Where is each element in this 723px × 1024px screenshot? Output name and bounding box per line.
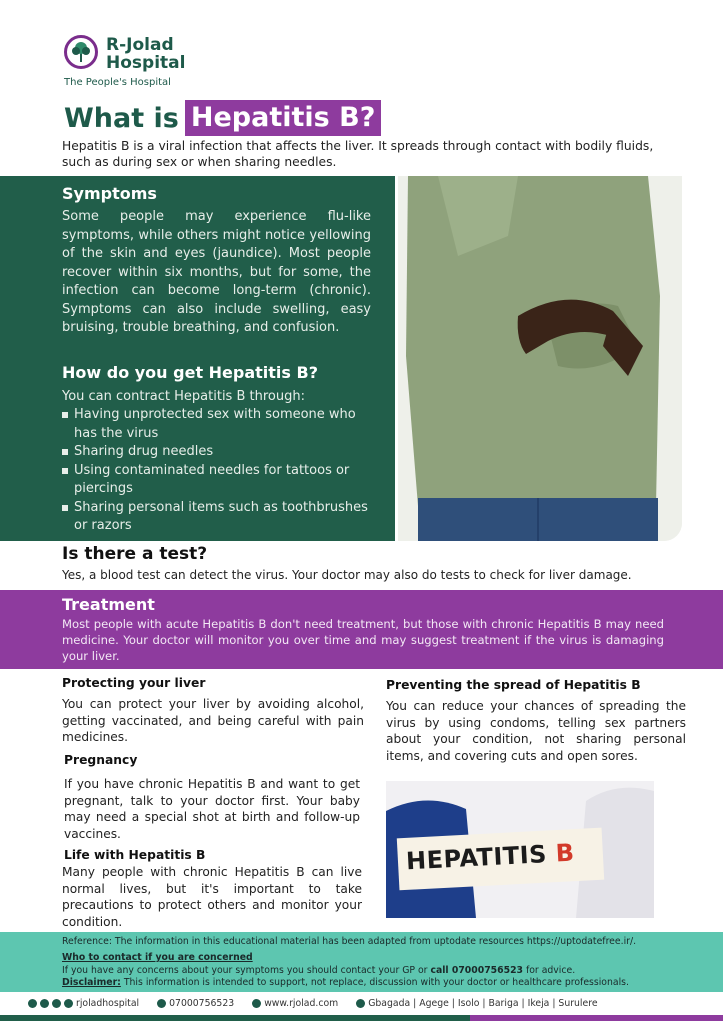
locations-list: Gbagada | Agege | Isolo | Bariga | Ikeja | Surulere [368,998,598,1009]
facebook-icon[interactable] [52,999,61,1008]
hospital-name-line1: R-Jolad [106,35,174,55]
hospital-name-line2: Hospital [106,53,186,73]
how-list [62,406,374,536]
list-item: Using contaminated needles for tattoos or piercings [62,462,374,499]
footer-contact-heading: Who to contact if you are concerned [62,952,253,963]
how-lead: You can contract Hepatitis B through: [62,389,305,404]
how-heading: How do you get Hepatitis B? [62,363,318,382]
disclaimer-label: Disclaimer: [62,977,121,988]
hospital-logo-icon [64,35,98,69]
linkedin-icon[interactable] [64,999,73,1008]
life-heading: Life with Hepatitis B [64,848,206,862]
symptoms-heading: Symptoms [62,184,157,203]
instagram-icon[interactable] [28,999,37,1008]
hospital-name [106,36,185,72]
website-link[interactable]: www.rjolad.com [264,998,339,1009]
footer-call-link[interactable]: call 07000756523 [430,965,524,976]
protecting-text: You can protect your liver by avoiding alcohol, getting vaccinated, and being careful with pain medicines. [62,697,364,744]
footer-disclaimer [62,977,629,988]
list-item: Having unprotected sex with someone who has the virus [62,406,374,443]
abdominal-pain-photo [398,176,682,541]
preventing-heading: Preventing the spread of Hepatitis B [386,678,641,692]
footer-reference: Reference: The information in this educational material has been adapted from uptodate resources https://uptodatefree.ir/. [62,936,637,947]
page-title [64,100,381,136]
location-pin-icon [356,999,365,1008]
pregnancy-text: If you have chronic Hepatitis B and want to get pregnant, talk to your doctor first. Your baby may need a special shot at birth and follow-up vaccines. [64,777,360,841]
pregnancy-heading: Pregnancy [64,753,138,767]
sign-letter-b: B [555,838,576,868]
social-handle[interactable]: rjoladhospital [76,998,140,1009]
phone-icon [157,999,166,1008]
bottom-stripe-purple [470,1015,723,1021]
treatment-text: Most people with acute Hepatitis B don't need treatment, but those with chronic Hepatitis B may need medicine. Your doctor will monitor you over time and may suggest treatment if the virus is damaging your liver. [62,617,664,663]
symptoms-text: Some people may experience flu-like symptoms, while others might notice yellowing of the skin and eyes (jaundice). Most people recover within six months, but for some, the infection can become long-term (chronic). Symptoms can also include swelling, easy bruising, trouble breathing, and confusion. [62,209,371,335]
preventing-text: You can reduce your chances of spreading the virus by using condoms, telling sex partners about your condition, not sharing personal items, and covering cuts and open sores. [386,699,686,763]
list-item: Sharing personal items such as toothbrushes or razors [62,499,374,536]
protecting-heading: Protecting your liver [62,676,206,690]
list-item: Sharing drug needles [62,443,374,462]
twitter-icon[interactable] [40,999,49,1008]
intro-text: Hepatitis B is a viral infection that affects the liver. It spreads through contact with bodily fluids, such as during sex or when sharing needles. [62,139,654,169]
globe-icon [252,999,261,1008]
contact-bar [28,995,698,1012]
bottom-stripe-green [0,1015,470,1021]
footer-contact-text: If you have any concerns about your symptoms you should contact your GP or call 07000756523 for advice. [62,965,576,976]
title-highlight: Hepatitis B? [185,100,382,136]
disclaimer-text: This information is intended to support, not replace, discussion with your doctor or healthcare professionals. [120,977,629,988]
hospital-tagline: The People's Hospital [64,77,171,88]
test-text: Yes, a blood test can detect the virus. Your doctor may also do tests to check for liver damage. [62,568,632,582]
hepatitis-b-sign-text: HEPATITIS B [405,838,576,876]
title-prefix: What is [64,102,179,134]
test-heading: Is there a test? [62,544,208,564]
hepatitis-b-sign-image [386,781,654,918]
phone-number[interactable]: 07000756523 [169,998,235,1009]
treatment-heading: Treatment [62,595,155,614]
life-text: Many people with chronic Hepatitis B can live normal lives, but it's important to take precautions to protect others and monitor your condition. [62,865,362,929]
